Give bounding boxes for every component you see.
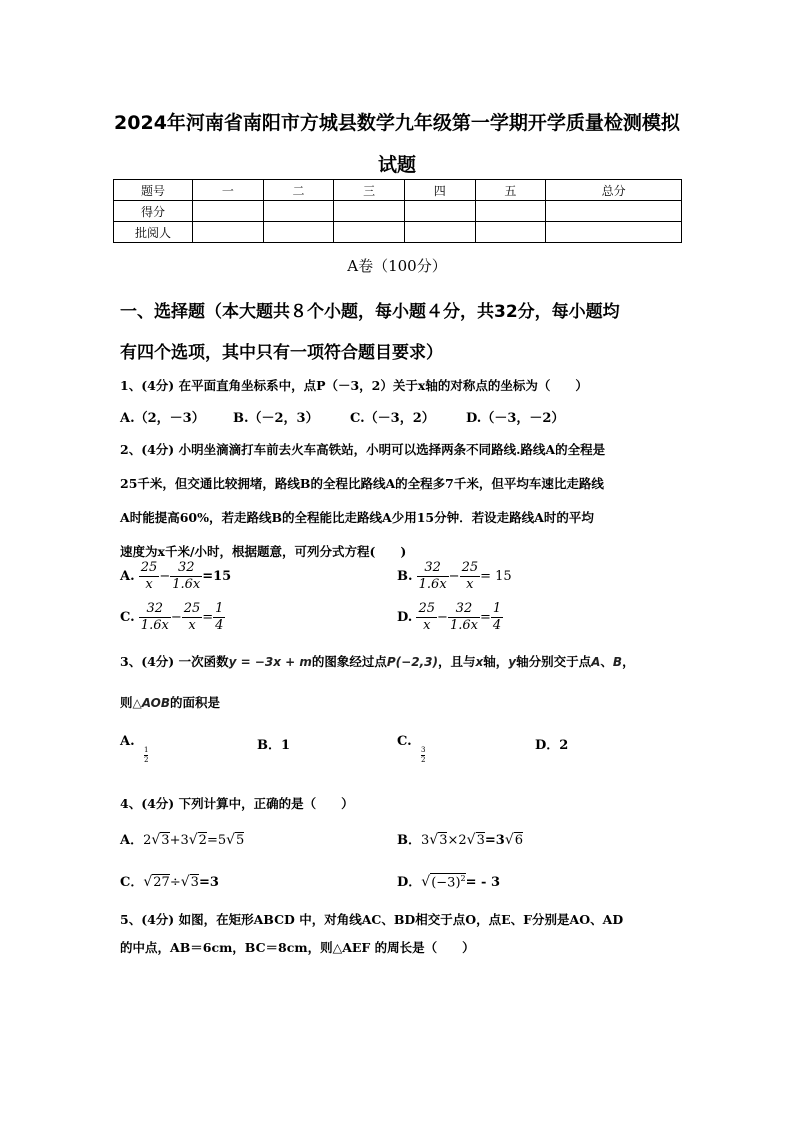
score-table-header-cell: 题号 xyxy=(114,180,193,201)
q4-stem: 4、(4分) 下列计算中，正确的是（ ） xyxy=(120,796,354,811)
score-cell xyxy=(546,201,682,222)
fraction: $\frac{32}{1.6x}$ xyxy=(172,560,201,592)
score-table-header-cell: 五 xyxy=(475,180,546,201)
score-cell xyxy=(475,201,546,222)
option-label: B. xyxy=(397,569,413,584)
score-table-header-cell: 三 xyxy=(334,180,405,201)
section-heading-line2: 有四个选项，其中只有一项符合题目要求） xyxy=(120,343,443,363)
fraction: $\frac{32}{1.6x}$ xyxy=(418,560,447,592)
q3-option-a: A. xyxy=(120,734,135,749)
q3-triangle: △AOB xyxy=(132,696,171,710)
q3-option-c: C. xyxy=(397,734,412,749)
fraction: $\frac{25}{x}$ xyxy=(140,560,158,592)
option-label: D. xyxy=(397,610,413,625)
score-table-header-row xyxy=(114,180,682,201)
score-cell xyxy=(263,222,334,243)
q4-option-a: A．2√3+3√2=5√5 xyxy=(120,832,245,848)
fraction: $\frac{32}{1.6x}$ xyxy=(140,601,169,633)
fraction: $\frac{25}{x}$ xyxy=(183,601,201,633)
q2-option-a: A. $\frac{25}{x}$ − $\frac{32}{1.6x}$ =15 xyxy=(120,560,232,592)
q3-option-d: D．2 xyxy=(535,738,569,753)
q5-stem-line2: 的中点，AB＝6cm，BC＝8cm，则△AEF 的周长是（ ） xyxy=(120,940,475,955)
exam-title-line2: 试题 xyxy=(377,154,416,176)
q3-stem-line2: 则△AOB的面积是 xyxy=(120,695,221,710)
fraction: $\frac{25}{x}$ xyxy=(461,560,479,592)
option-label: C. xyxy=(120,610,135,625)
score-cell xyxy=(475,222,546,243)
q3-option-b: B．1 xyxy=(257,738,291,753)
option-label: A. xyxy=(120,569,135,584)
volume-heading: A卷（100分） xyxy=(347,257,447,275)
section-heading-line1: 一、选择题（本大题共８个小题，每小题４分，共32分，每小题均 xyxy=(120,302,620,322)
score-cell xyxy=(334,222,405,243)
q2-option-d: D. $\frac{25}{x}$ − $\frac{32}{1.6x}$ = $\frac{1}{4}$ xyxy=(397,601,502,633)
score-cell xyxy=(193,222,264,243)
q1-option-b: B.（－2，3） xyxy=(233,411,319,426)
q5-stem-line1: 5、(4分) 如图，在矩形ABCD 中，对角线AC、BD相交于点O，点E、F分别是AO、AD xyxy=(120,912,624,927)
q2-stem-line2: 25千米，但交通比较拥堵，路线B的全程比路线A的全程多7千米，但平均车速比走路线 xyxy=(120,476,604,491)
score-cell xyxy=(263,201,334,222)
q3-function: y = −3x + m xyxy=(228,655,312,669)
score-table-row xyxy=(114,201,682,222)
q3-option-c-fraction: 3 2 xyxy=(421,746,426,764)
q1-stem: 1、(4分) 在平面直角坐标系中，点P（－3，2）关于x轴的对称点的坐标为（ ） xyxy=(120,378,588,393)
fraction: $\frac{1}{4}$ xyxy=(215,601,224,633)
q4-option-d: D．$√(-3)^2= - 3$ xyxy=(397,873,500,890)
exam-title-line1: 2024年河南省南阳市方城县数学九年级第一学期开学质量检测模拟 xyxy=(114,112,680,134)
q3-stem-line1: 3、(4分) 一次函数y = −3x + m的图象经过点P(−2,3)，且与x轴，y轴分别交于点A、B， xyxy=(120,654,635,669)
score-cell xyxy=(334,201,405,222)
q1-option-c: C.（－3，2） xyxy=(350,411,435,426)
score-table-row-label: 得分 xyxy=(114,201,193,222)
fraction: $\frac{32}{1.6x}$ xyxy=(449,601,478,633)
q2-option-b: B. $\frac{32}{1.6x}$ − $\frac{25}{x}$ = 15 xyxy=(397,560,512,592)
q1-option-a: A.（2，－3） xyxy=(120,411,205,426)
score-table-header-cell: 总分 xyxy=(546,180,682,201)
q4-option-c: C．√27÷√3=3 xyxy=(120,874,219,890)
q2-stem-line4: 速度为x千米/小时，根据题意，可列分式方程( ) xyxy=(120,544,407,559)
q2-stem-line3: A时能提高60%，若走路线B的全程能比走路线A少用15分钟．若设走路线A时的平均 xyxy=(120,510,594,525)
q2-option-c: C. $\frac{32}{1.6x}$ − $\frac{25}{x}$ = $\frac{1}{4}$ xyxy=(120,601,224,633)
q2-stem-line1: 2、(4分) 小明坐滴滴打车前去火车高铁站，小明可以选择两条不同路线.路线A的全程是 xyxy=(120,442,606,457)
score-table-header-cell: 四 xyxy=(404,180,475,201)
q3-point: P(−2,3) xyxy=(386,655,438,669)
fraction: $\frac{25}{x}$ xyxy=(418,601,436,633)
score-cell xyxy=(546,222,682,243)
score-table-row-label: 批阅人 xyxy=(114,222,193,243)
score-cell xyxy=(404,201,475,222)
equation-rhs: = 15 xyxy=(480,569,512,584)
score-cell xyxy=(404,222,475,243)
q4-option-b: B．3√3×2√3=3√6 xyxy=(397,832,524,848)
equation-rhs: =15 xyxy=(202,569,232,584)
score-table xyxy=(113,179,682,243)
fraction: $\frac{1}{4}$ xyxy=(492,601,502,633)
q3-option-a-fraction: 1 2 xyxy=(144,746,149,764)
score-table-row xyxy=(114,222,682,243)
score-table-header-cell: 一 xyxy=(193,180,264,201)
score-cell xyxy=(193,201,264,222)
score-table-header-cell: 二 xyxy=(263,180,334,201)
q1-option-d: D.（－3，－2） xyxy=(466,411,565,426)
